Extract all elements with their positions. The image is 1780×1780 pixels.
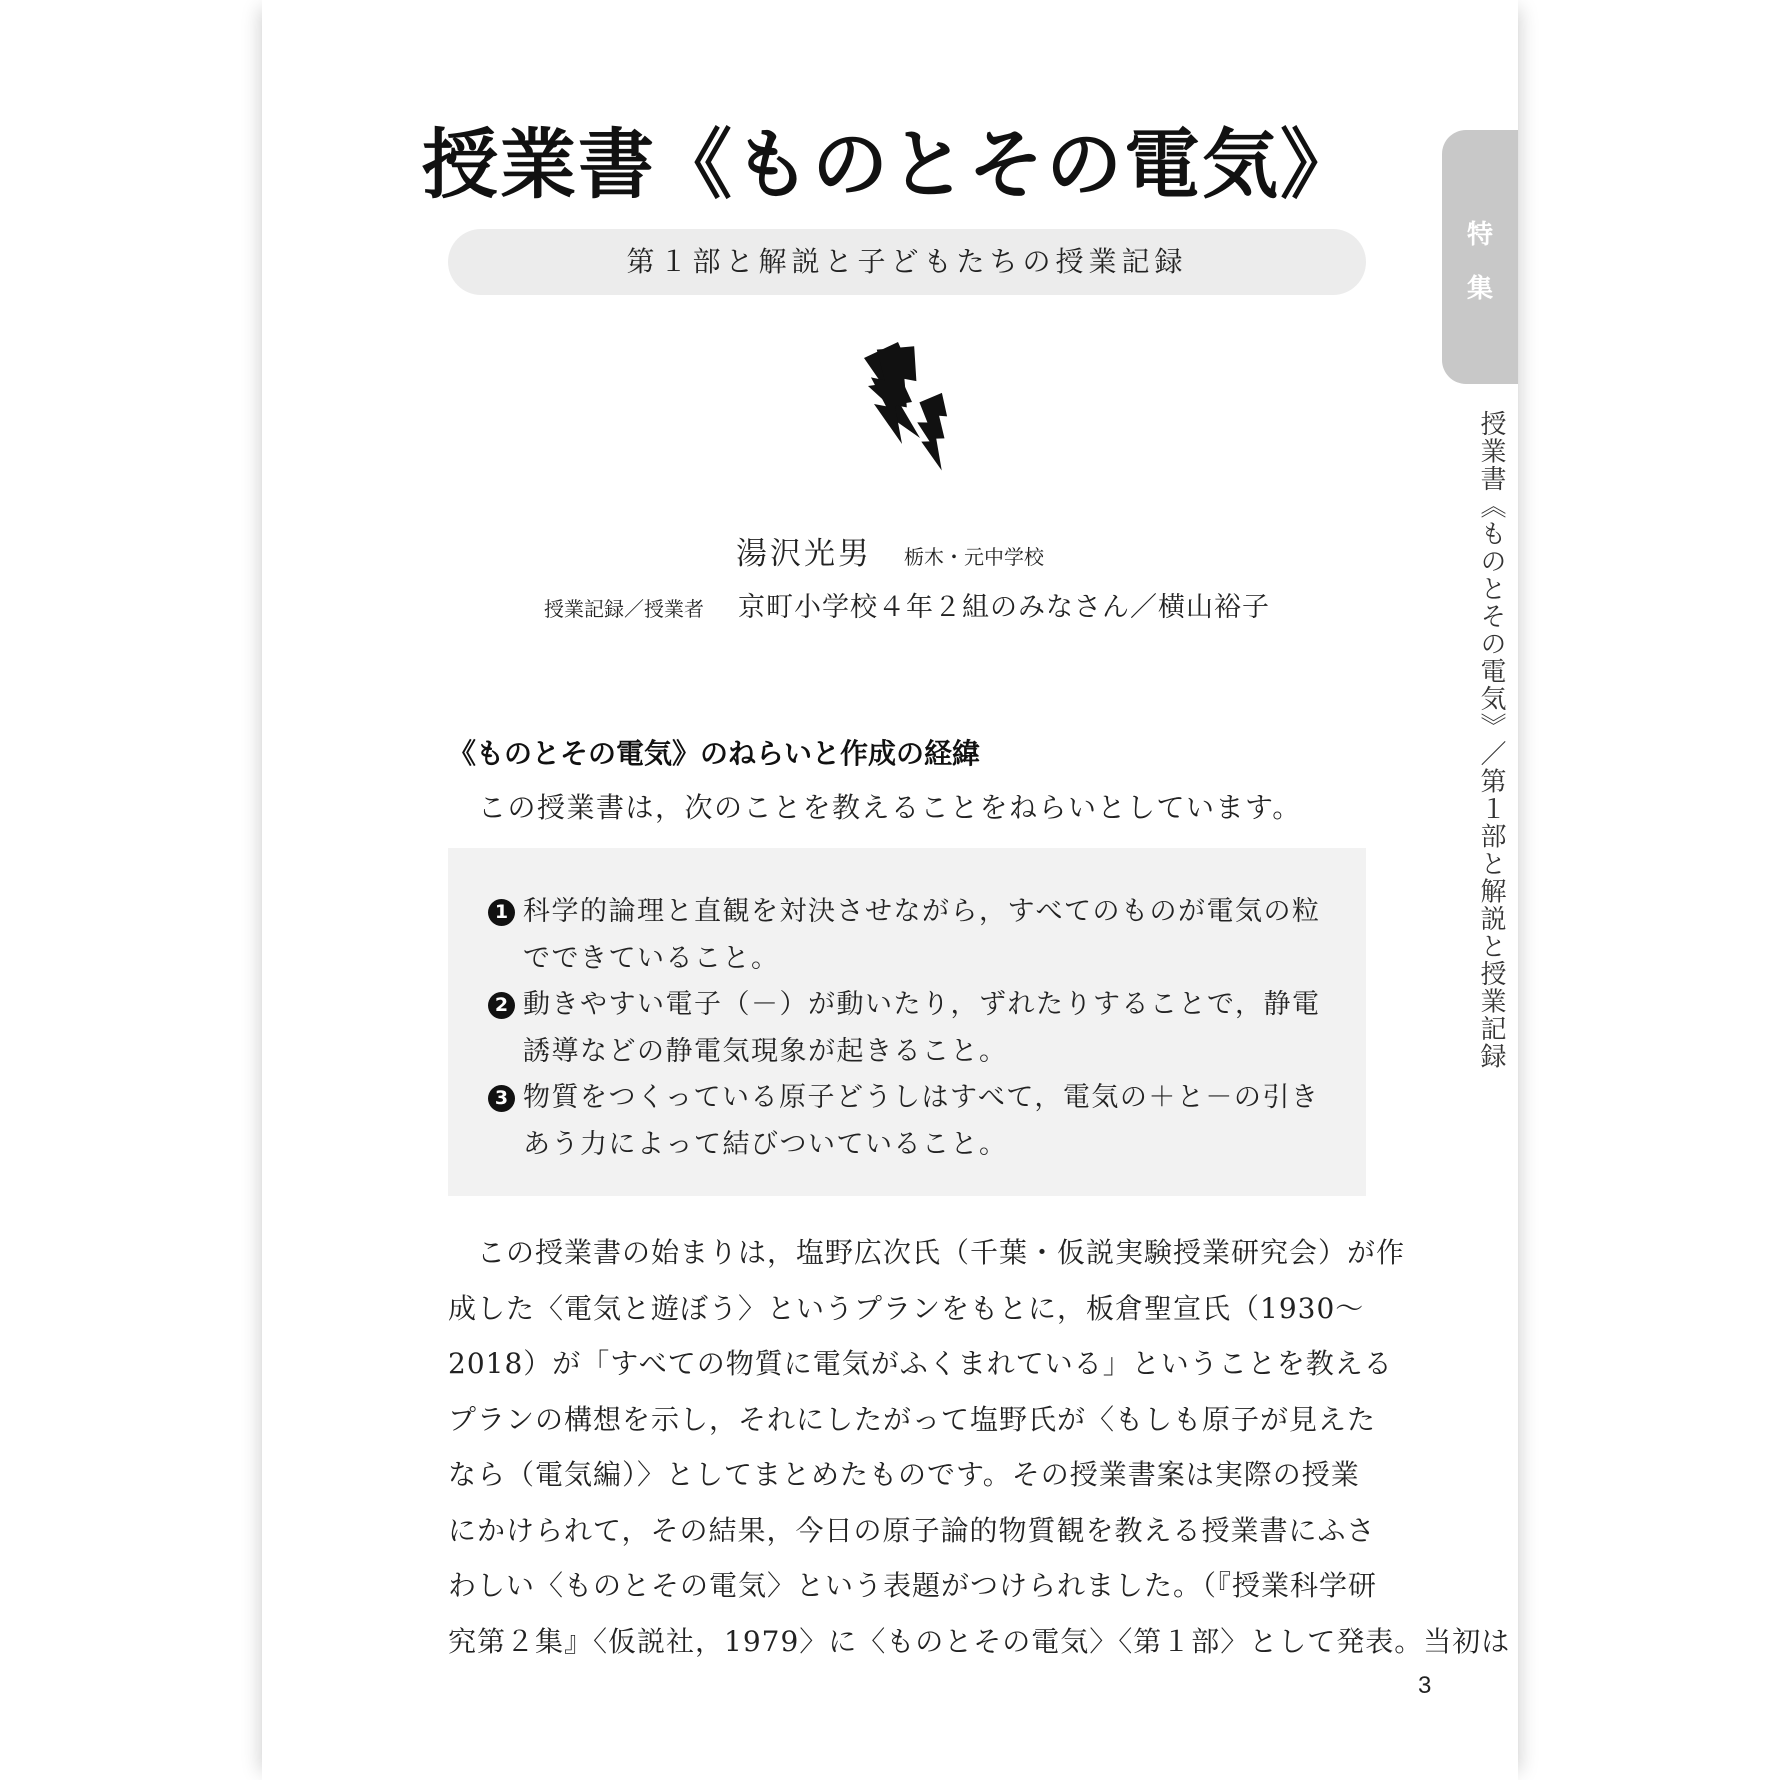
goal-item <box>488 1074 1348 1168</box>
book-page <box>262 0 1518 1780</box>
subtitle-text: 第１部と解説と子どもたちの授業記録 <box>626 245 1188 278</box>
goal-text-cont: 誘導などの静電気現象が起きること。 <box>523 1036 1008 1067</box>
record-label: 授業記録／授業者 <box>544 597 704 621</box>
author-affiliation: 栃木・元中学校 <box>904 545 1044 569</box>
goal-text-cont: でできていること。 <box>523 943 780 974</box>
body-line: にかけられて，その結果，今日の原子論的物質観を教える授業書にふさ <box>448 1513 1376 1547</box>
author-name: 湯沢光男 <box>736 536 872 572</box>
body-line: 2018）が「すべての物質に電気がふくまれている」ということを教える <box>448 1347 1393 1380</box>
body-line: 究第２集』〈仮説社，1979〉に〈ものとその電気〉〈第１部〉として発表。当初は <box>448 1624 1511 1658</box>
body-line: 成した〈電気と遊ぼう〉というプランをもとに，板倉聖宣氏（1930～ <box>448 1291 1365 1325</box>
goals-box <box>448 848 1366 1196</box>
tab-char: 特 <box>1466 220 1493 250</box>
body-paragraph <box>448 1225 1511 1669</box>
lightning-bolt-icon <box>854 340 964 480</box>
running-header: 授業書《ものとその電気》／第１部と解説と授業記録 <box>1476 410 1506 1070</box>
section-heading: 《ものとその電気》のねらいと作成の経緯 <box>448 737 981 770</box>
goal-number: 2 <box>488 992 515 1019</box>
goal-item <box>488 981 1348 1075</box>
intro-text: この授業書は，次のことを教えることをねらいとしています。 <box>478 791 1302 824</box>
page-title: 授業書《ものとその電気》 <box>422 120 1358 209</box>
body-line: なら（電気編）〉としてまとめたものです。その授業書案は実際の授業 <box>448 1458 1360 1491</box>
goal-text-cont: あう力によって結びついていること。 <box>523 1129 1008 1160</box>
tab-char: 集 <box>1466 274 1493 304</box>
body-line: わしい〈ものとその電気〉という表題がつけられました。（『授業科学研 <box>448 1569 1378 1602</box>
goal-text: 動きやすい電子（－）が動いたり，ずれたりすることで，静電 <box>523 989 1321 1020</box>
subtitle-banner <box>448 229 1366 295</box>
author-line <box>262 528 1518 573</box>
section-tab <box>1442 130 1518 384</box>
goal-item <box>488 888 1348 982</box>
goal-number: 3 <box>488 1085 515 1112</box>
goal-text: 科学的論理と直観を対決させながら，すべてのものが電気の粒 <box>523 896 1321 927</box>
record-line <box>544 585 1344 624</box>
goal-number: 1 <box>488 899 515 926</box>
record-value: 京町小学校４年２組のみなさん／横山裕子 <box>738 592 1270 623</box>
body-line: この授業書の始まりは，塩野広次氏（千葉・仮説実験授業研究会）が作 <box>448 1236 1406 1269</box>
page-number: 3 <box>1418 1672 1432 1699</box>
goal-text: 物質をつくっている原子どうしはすべて，電気の＋と－の引き <box>523 1082 1320 1113</box>
body-line: プランの構想を示し，それにしたがって塩野氏が〈もしも原子が見えた <box>448 1402 1377 1436</box>
